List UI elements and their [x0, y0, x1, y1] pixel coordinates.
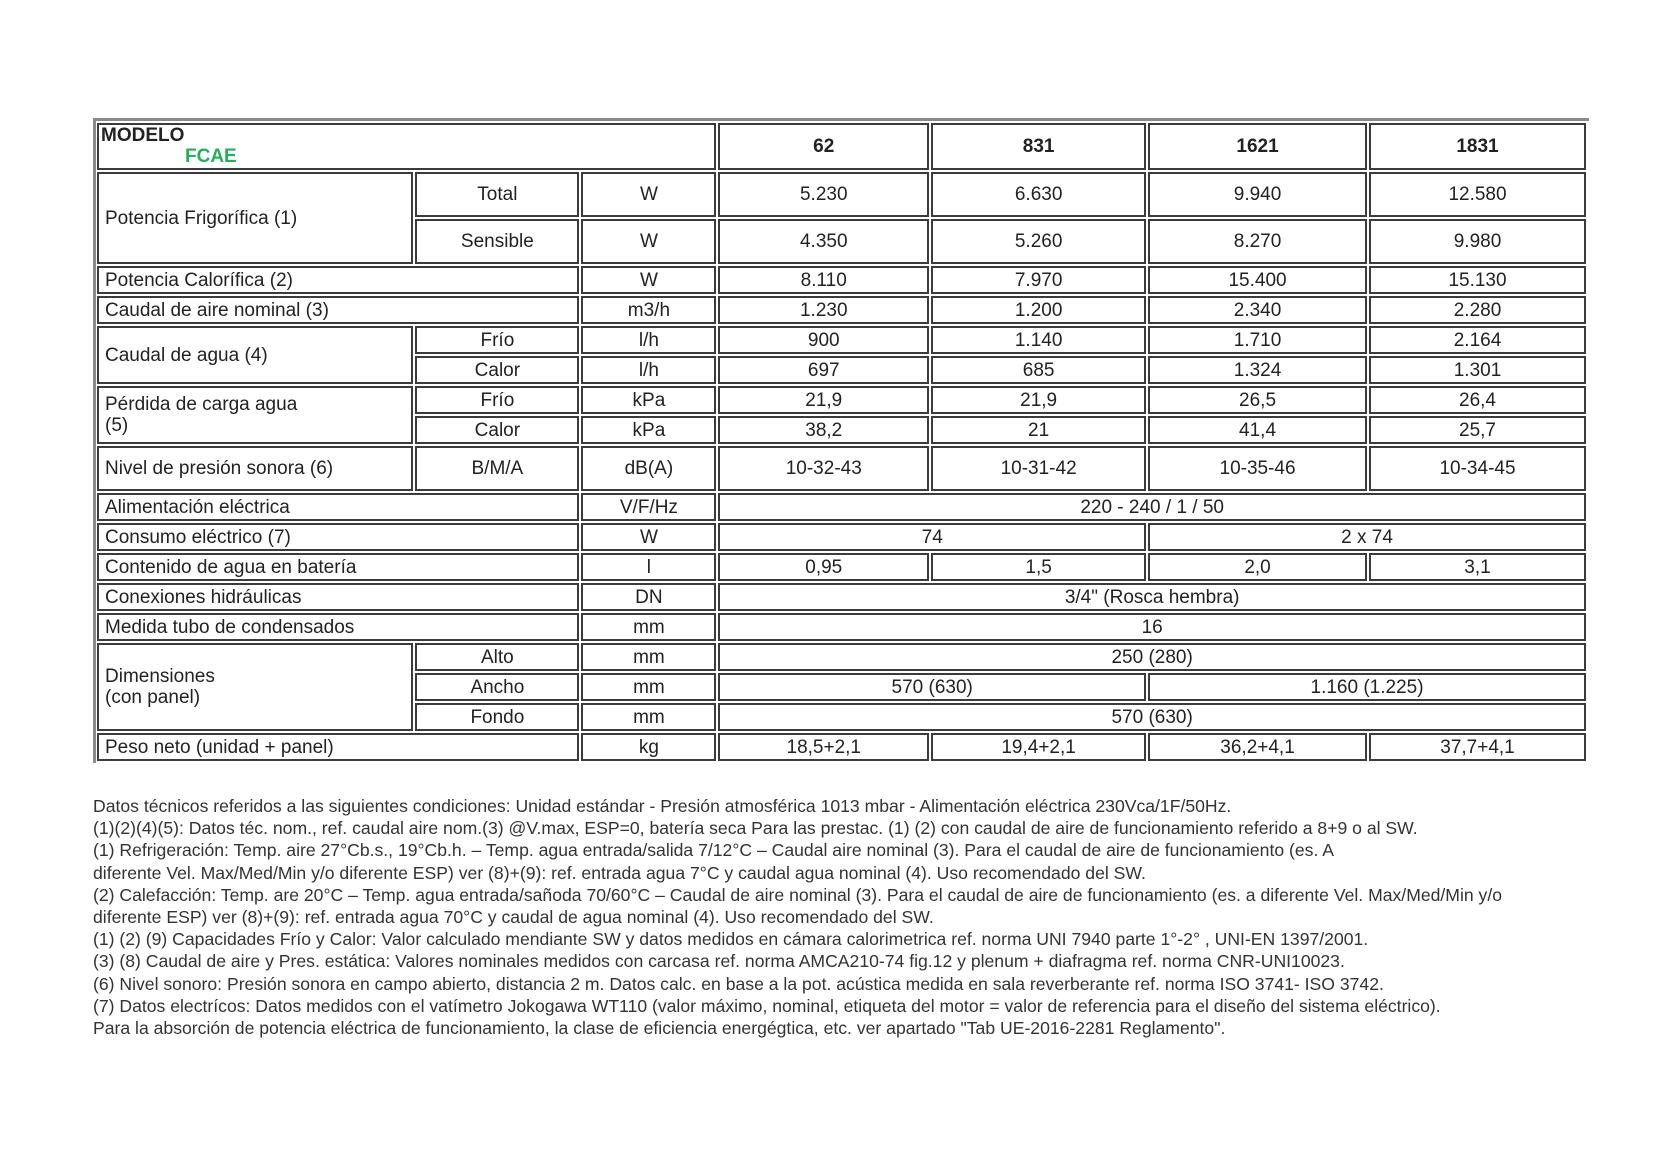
modelo-cell [97, 123, 716, 170]
table-row [97, 733, 1586, 761]
label-line: Pérdida de carga agua [105, 394, 298, 415]
sub-label: Sensible [415, 219, 579, 264]
note-line: (7) Datos electrícos: Datos medidos con el vatímetro Jokogawa WT110 (valor máximo, nominal, etiqueta del motor = valor de referencia para el diseño del sistema eléctrico). [93, 995, 1441, 1016]
unit-cell: V/F/Hz [581, 493, 716, 521]
value-cell: 250 (280) [718, 643, 1586, 671]
value-cell: 8.270 [1148, 219, 1367, 264]
value-cell: 15.400 [1148, 266, 1367, 294]
value-cell: 9.940 [1148, 172, 1367, 217]
table-row [97, 643, 1586, 671]
unit-cell: mm [581, 613, 716, 641]
value-cell: 2.164 [1369, 326, 1586, 354]
unit-cell: l [581, 553, 716, 581]
label-line: (5) [105, 415, 129, 436]
spec-table [95, 121, 1588, 763]
value-cell: 5.260 [931, 219, 1146, 264]
value-cell: 2.280 [1369, 296, 1586, 324]
value-cell: 41,4 [1148, 416, 1367, 444]
value-cell: 697 [718, 356, 929, 384]
value-cell: 36,2+4,1 [1148, 733, 1367, 761]
value-cell: 9.980 [1369, 219, 1586, 264]
table-row [97, 296, 1586, 324]
value-cell: 7.970 [931, 266, 1146, 294]
value-cell: 38,2 [718, 416, 929, 444]
value-cell: 2,0 [1148, 553, 1367, 581]
value-cell: 26,4 [1369, 386, 1586, 414]
footnotes [93, 795, 1581, 1039]
unit-cell: mm [581, 643, 716, 671]
value-cell: 10-31-42 [931, 446, 1146, 491]
row-label: Alimentación eléctrica [97, 493, 579, 521]
value-cell: 12.580 [1369, 172, 1586, 217]
note-line: (1)(2)(4)(5): Datos téc. nom., ref. caudal aire nom.(3) @V.max, ESP=0, batería seca Para las prestac. (1) (2) con caudal de aire de funcionamiento referido a 8+9 o al SW. [93, 818, 1418, 839]
value-cell: 570 (630) [718, 673, 1146, 701]
model-header: 1621 [1148, 123, 1367, 170]
unit-cell: kPa [581, 386, 716, 414]
unit-cell: l/h [581, 356, 716, 384]
note-line: diferente Vel. Max/Med/Min y/o diferente ESP) ver (8)+(9): ref. entrada agua 7°C y caudal agua nominal (4). Uso recomendado del SW. [93, 862, 1146, 883]
row-label: Nivel de presión sonora (6) [97, 446, 413, 491]
note-line: Datos técnicos referidos a las siguientes condiciones: Unidad estándar - Presión atmosférica 1013 mbar - Alimentación eléctrica 230Vca/1F/50Hz. [93, 796, 1232, 816]
value-cell: 3/4" (Rosca hembra) [718, 583, 1586, 611]
model-header: 62 [718, 123, 929, 170]
unit-cell: W [581, 266, 716, 294]
value-cell: 10-32-43 [718, 446, 929, 491]
unit-cell: kPa [581, 416, 716, 444]
value-cell: 1.324 [1148, 356, 1367, 384]
spec-sheet [93, 118, 1589, 763]
value-cell: 4.350 [718, 219, 929, 264]
unit-cell: W [581, 219, 716, 264]
unit-cell: mm [581, 703, 716, 731]
value-cell: 37,7+4,1 [1369, 733, 1586, 761]
value-cell: 0,95 [718, 553, 929, 581]
brand-label: FCAE [185, 146, 237, 167]
note-line: diferente ESP) ver (8)+(9): ref. entrada agua 70°C y caudal de agua nominal (4). Uso recomendado del SW. [93, 907, 934, 928]
value-cell: 6.630 [931, 172, 1146, 217]
table-row [97, 613, 1586, 641]
label-line: (con panel) [105, 687, 201, 708]
unit-cell: l/h [581, 326, 716, 354]
value-cell: 570 (630) [718, 703, 1586, 731]
unit-cell: kg [581, 733, 716, 761]
unit-cell: mm [581, 673, 716, 701]
value-cell: 1.301 [1369, 356, 1586, 384]
value-cell: 1.200 [931, 296, 1146, 324]
table-row [97, 553, 1586, 581]
row-label: Conexiones hidráulicas [97, 583, 579, 611]
note-line: (1) Refrigeración: Temp. aire 27°Cb.s., 19°Cb.h. – Temp. agua entrada/salida 7/12°C – Caudal aire nominal (3). Para el caudal de aire de funcionamiento (es. A [93, 840, 1334, 861]
value-cell: 1.710 [1148, 326, 1367, 354]
table-row [97, 266, 1586, 294]
value-cell: 3,1 [1369, 553, 1586, 581]
value-cell: 1,5 [931, 553, 1146, 581]
value-cell: 1.160 (1.225) [1148, 673, 1586, 701]
value-cell: 21,9 [931, 386, 1146, 414]
note-line: (1) (2) (9) Capacidades Frío y Calor: Valor calculado mendiante SW y datos medidos en cámara calorimetrica ref. norma UNI 7940 parte 1°-2° , UNI-EN 1397/2001. [93, 929, 1369, 950]
note-line: (6) Nivel sonoro: Presión sonora en campo abierto, distancia 2 m. Datos calc. en base a la pot. acústica medida en sala reverberante ref. norma ISO 3741- ISO 3742. [93, 973, 1384, 994]
row-label [97, 643, 413, 731]
row-label: Medida tubo de condensados [97, 613, 579, 641]
value-cell: 16 [718, 613, 1586, 641]
note-line: Para la absorción de potencia eléctrica de funcionamiento, la clase de eficiencia energégtica, etc. ver apartado "Tab UE-2016-2281 Reglamento". [93, 1018, 1226, 1039]
row-label: Consumo eléctrico (7) [97, 523, 579, 551]
sub-label: Fondo [415, 703, 579, 731]
row-label: Contenido de agua en batería [97, 553, 579, 581]
value-cell: 1.230 [718, 296, 929, 324]
value-cell: 10-34-45 [1369, 446, 1586, 491]
value-cell: 900 [718, 326, 929, 354]
value-cell: 21,9 [718, 386, 929, 414]
value-cell: 21 [931, 416, 1146, 444]
sub-label: Calor [415, 356, 579, 384]
sub-label: Total [415, 172, 579, 217]
value-cell: 2 x 74 [1148, 523, 1586, 551]
table-row [97, 172, 1586, 217]
sub-label: Frío [415, 386, 579, 414]
value-cell: 19,4+2,1 [931, 733, 1146, 761]
value-cell: 8.110 [718, 266, 929, 294]
unit-cell: m3/h [581, 296, 716, 324]
unit-cell: W [581, 523, 716, 551]
value-cell: 685 [931, 356, 1146, 384]
unit-cell: dB(A) [581, 446, 716, 491]
table-row [97, 523, 1586, 551]
sub-label: Calor [415, 416, 579, 444]
sub-label: Alto [415, 643, 579, 671]
row-label: Caudal de aire nominal (3) [97, 296, 579, 324]
row-label: Peso neto (unidad + panel) [97, 733, 579, 761]
value-cell: 74 [718, 523, 1146, 551]
value-cell: 10-35-46 [1148, 446, 1367, 491]
row-label [97, 386, 413, 444]
table-row [97, 583, 1586, 611]
model-header: 1831 [1369, 123, 1586, 170]
model-header: 831 [931, 123, 1146, 170]
value-cell: 220 - 240 / 1 / 50 [718, 493, 1586, 521]
sub-label: Frío [415, 326, 579, 354]
sub-label: Ancho [415, 673, 579, 701]
unit-cell: W [581, 172, 716, 217]
value-cell: 1.140 [931, 326, 1146, 354]
value-cell: 2.340 [1148, 296, 1367, 324]
value-cell: 15.130 [1369, 266, 1586, 294]
label-line: Dimensiones [105, 666, 215, 687]
row-label: Potencia Frigorífica (1) [97, 172, 413, 264]
modelo-label: MODELO [101, 125, 185, 146]
table-row [97, 493, 1586, 521]
note-line: (2) Calefacción: Temp. are 20°C – Temp. agua entrada/sañoda 70/60°C – Caudal de aire nominal (3). Para el caudal de aire de funcionamiento (es. a diferente Vel. Max/Med/Min y/o [93, 884, 1503, 905]
table-row [97, 446, 1586, 491]
table-row [97, 386, 1586, 414]
header-row [97, 123, 1586, 170]
sub-label: B/M/A [415, 446, 579, 491]
value-cell: 18,5+2,1 [718, 733, 929, 761]
row-label: Caudal de agua (4) [97, 326, 413, 384]
note-line: (3) (8) Caudal de aire y Pres. estática: Valores nominales medidos con carcasa ref. norma AMCA210-74 fig.12 y plenum + diafragma ref. norma CNR-UNI10023. [93, 951, 1345, 972]
row-label: Potencia Calorífica (2) [97, 266, 579, 294]
value-cell: 25,7 [1369, 416, 1586, 444]
table-row [97, 326, 1586, 354]
unit-cell: DN [581, 583, 716, 611]
value-cell: 26,5 [1148, 386, 1367, 414]
value-cell: 5.230 [718, 172, 929, 217]
